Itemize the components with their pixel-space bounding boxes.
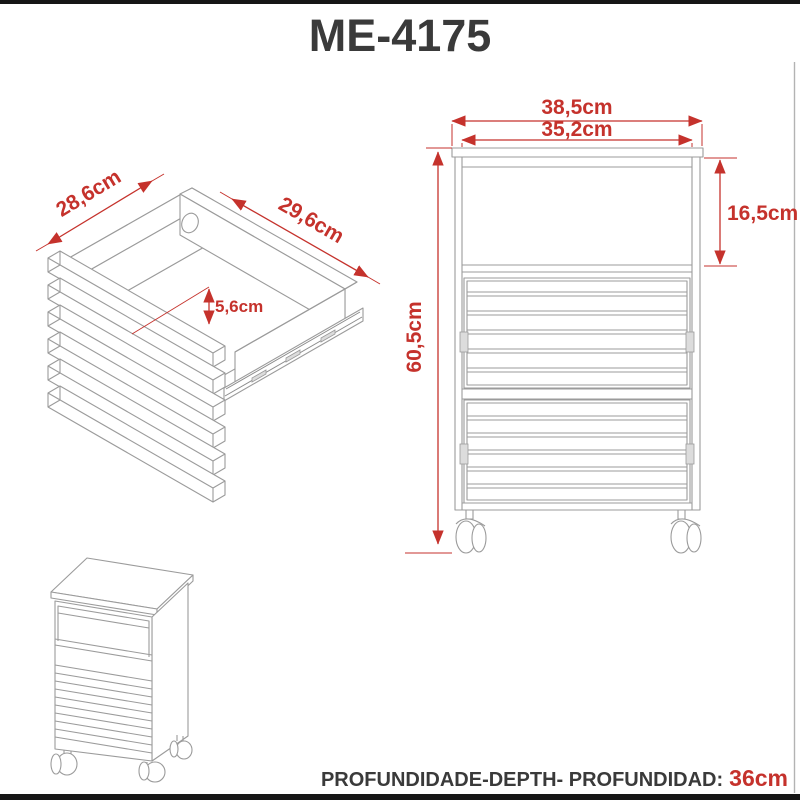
front-view: [403, 96, 798, 553]
dim-label-29-6: 29,6cm: [274, 192, 348, 249]
front-caster-left: [456, 510, 486, 553]
front-shelf: [462, 265, 692, 272]
dim-label-28-6: 28,6cm: [52, 165, 126, 222]
bottom-border-bar: [0, 794, 800, 800]
front-drawer-2: [460, 400, 694, 503]
cart-3d-view: [51, 558, 193, 782]
dim-label-35-2: 35,2cm: [541, 118, 613, 141]
dimension-shelf-height: [704, 158, 798, 266]
front-top-panel: [452, 148, 703, 157]
cart-caster-front-right: [139, 762, 165, 782]
dim-label-60-5: 60,5cm: [403, 301, 426, 373]
dimension-inner-width: [462, 118, 692, 147]
cart-caster-front-left: [51, 750, 77, 775]
depth-note-label: PROFUNDIDADE-DEPTH- PROFUNDIDAD:: [320, 769, 724, 791]
depth-note-value: 36cm: [729, 765, 788, 791]
drawer-isometric-view: [36, 165, 380, 502]
depth-note: [321, 765, 788, 792]
dim-label-5-6: 5,6cm: [215, 297, 264, 316]
front-drawer-1: [460, 278, 694, 388]
dimension-total-height: [403, 148, 452, 553]
dim-label-16-5: 16,5cm: [727, 202, 799, 225]
dim-label-38-5: 38,5cm: [541, 96, 613, 119]
front-caster-right: [671, 510, 701, 553]
product-title: ME-4175: [308, 10, 492, 61]
